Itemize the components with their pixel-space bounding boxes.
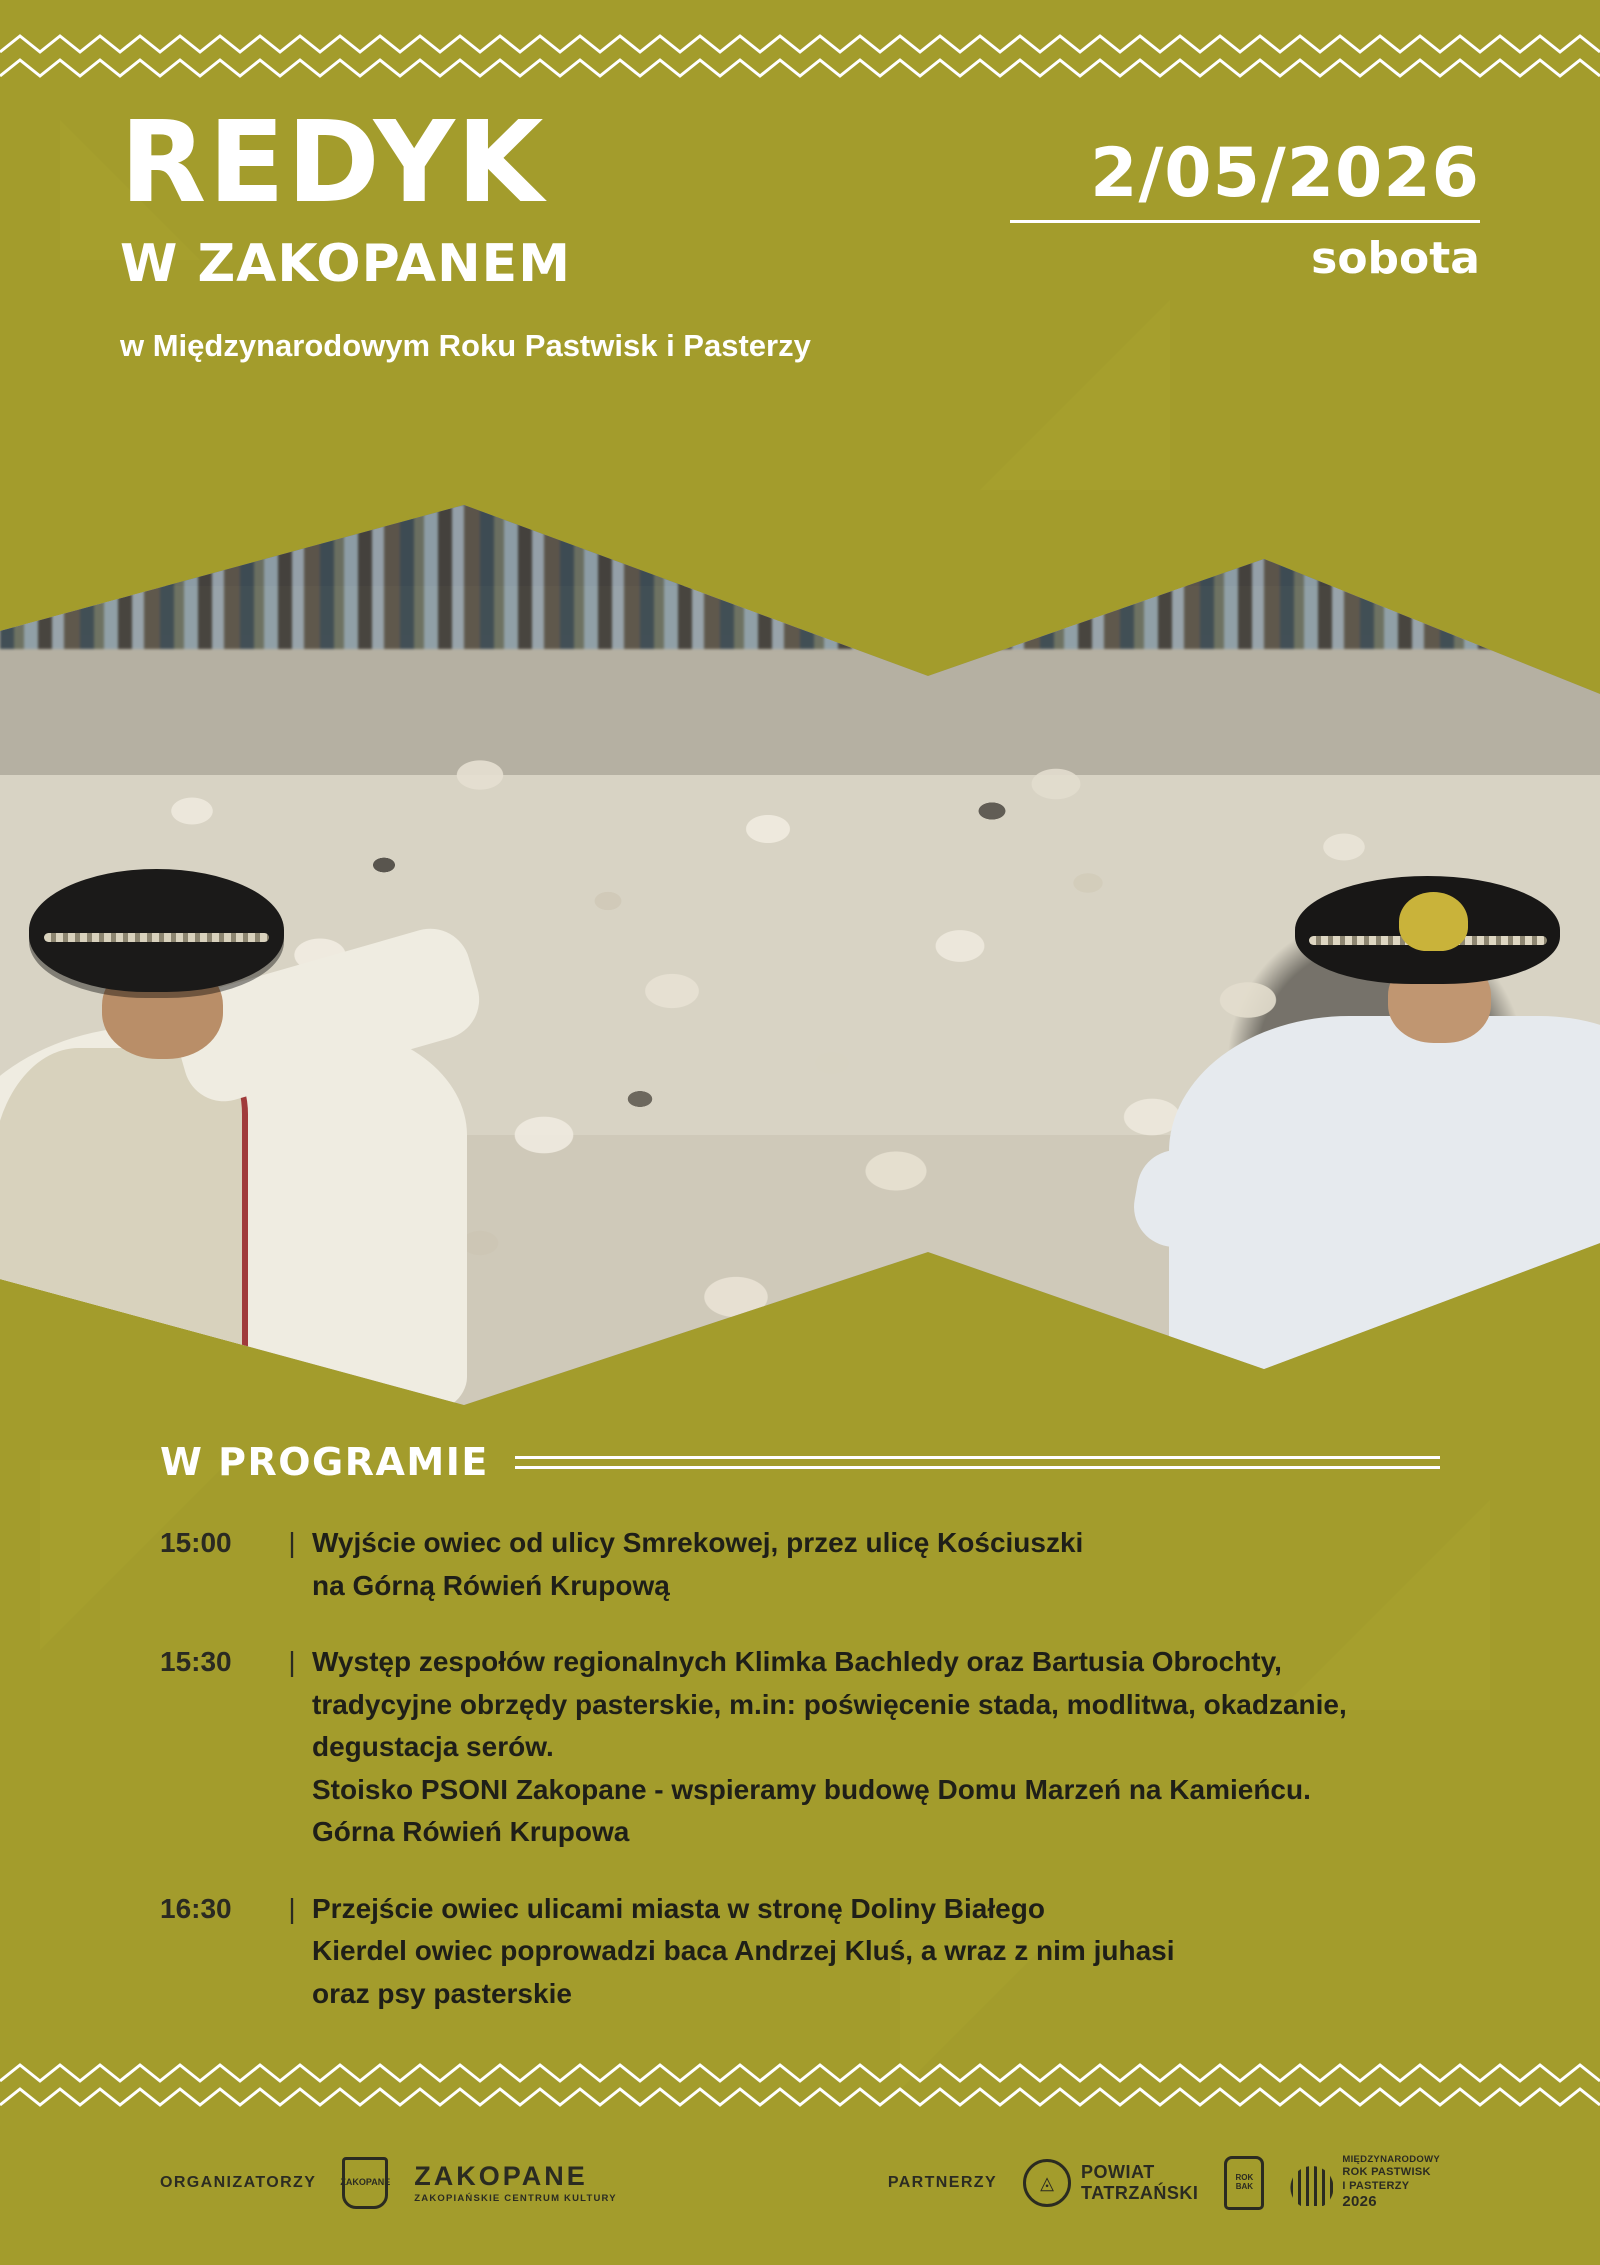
iyrp-line1: MIĘDZYNARODOWY (1342, 2153, 1440, 2165)
crest-label: ZAKOPANE (340, 2177, 391, 2188)
logo-rok-bak (1224, 2156, 1264, 2210)
program-heading-row (160, 1440, 1440, 1484)
page-description: w Międzynarodowym Roku Pastwisk i Pasterzy (120, 328, 811, 364)
zck-subtitle: ZAKOPIAŃSKIE CENTRUM KULTURY (414, 2192, 617, 2204)
shepherd-left-hat (29, 869, 284, 992)
page-subtitle: W ZAKOPANEM (120, 234, 571, 295)
agenda-time: 16:30 (160, 1892, 232, 1924)
date-divider (1010, 220, 1480, 223)
powiat-wordmark (1081, 2162, 1198, 2203)
logo-powiat-tatrzanski (1023, 2159, 1198, 2207)
rok-bak-icon (1224, 2156, 1264, 2210)
iyrp-line3: I PASTERZY (1342, 2179, 1410, 2192)
shepherd-left-vest (0, 1048, 248, 1405)
logo-zakopanskie-centrum-kultury (414, 2160, 617, 2204)
agenda-separator: | (288, 1527, 296, 1558)
top-zigzag-border (0, 34, 1600, 86)
program-rule-bottom (515, 1466, 1440, 1469)
list-item (160, 1522, 1440, 1607)
agenda-description (312, 1641, 1440, 1854)
hero-photo (0, 505, 1600, 1405)
zck-title: ZAKOPANE (414, 2160, 588, 2191)
event-weekday: sobota (1311, 233, 1480, 284)
bottom-zigzag-border (0, 2063, 1600, 2115)
agenda-description (312, 1522, 1440, 1607)
iyrp-line2: ROK PASTWISK (1342, 2165, 1431, 2178)
agenda-line: Występ zespołów regionalnych Klimka Bachledy oraz Bartusia Obrochty, (312, 1646, 1282, 1678)
agenda-line: degustacja serów. (312, 1731, 554, 1763)
powiat-line1: POWIAT (1081, 2162, 1155, 2183)
event-date: 2/05/2026 (1090, 134, 1480, 213)
logo-international-year (1290, 2154, 1440, 2212)
program-section (0, 1440, 1600, 2049)
event-date-block (1010, 134, 1480, 284)
agenda-line: Kierdel owiec poprowadzi baca Andrzej Kluś, a wraz z nim juhasi (312, 1935, 1175, 1967)
agenda-line: oraz psy pasterskie (312, 1977, 572, 2009)
crest-icon (340, 2157, 391, 2209)
agenda-line: Wyjście owiec od ulicy Smrekowej, przez ulicę Kościuszki (312, 1527, 1084, 1558)
agenda-separator: | (288, 1892, 296, 1924)
rangelands-emblem-icon (1290, 2160, 1334, 2206)
page-title: REDYK (120, 98, 546, 228)
program-rule-top (515, 1456, 1440, 1459)
list-item (160, 1641, 1440, 1854)
powiat-line2: TATRZAŃSKI (1081, 2183, 1199, 2203)
footer-logos (0, 2127, 1600, 2239)
logo-zakopane-crest (340, 2157, 391, 2209)
program-heading-rules (515, 1456, 1440, 1469)
organizers-label: ORGANIZATORZY (160, 2174, 317, 2191)
agenda-line: Przejście owiec ulicami miasta w stronę Doliny Białego (312, 1892, 1045, 1924)
international-year-wordmark (1342, 2154, 1440, 2212)
powiat-emblem-icon: ◬ (1023, 2159, 1071, 2207)
photo-shepherd-left (0, 847, 576, 1405)
agenda-line: tradycyjne obrzędy pasterskie, m.in: poświęcenie stada, modlitwa, okadzanie, (312, 1688, 1347, 1720)
photo-shepherd-right (1088, 865, 1600, 1405)
agenda-line: na Górną Rówień Krupową (312, 1569, 670, 1601)
agenda-time: 15:00 (160, 1527, 232, 1558)
program-title: W PROGRAMIE (160, 1440, 489, 1484)
list-item (160, 1888, 1440, 2016)
agenda-time: 15:30 (160, 1646, 232, 1678)
photo-sheep-flock (0, 505, 1600, 1405)
rok-bak-label: ROK BAK (1235, 2173, 1254, 2191)
agenda-list (160, 1522, 1440, 2015)
shepherd-right-hat-feather (1399, 892, 1468, 951)
agenda-separator: | (288, 1646, 296, 1678)
agenda-line: Górna Rówień Krupowa (312, 1816, 630, 1848)
zck-wordmark (414, 2160, 617, 2204)
agenda-line: Stoisko PSONI Zakopane - wspieramy budowę Domu Marzeń na Kamieńcu. (312, 1773, 1311, 1805)
iyrp-year: 2026 (1342, 2193, 1377, 2211)
agenda-description (312, 1888, 1440, 2016)
partners-label: PARTNERZY (887, 2174, 998, 2191)
